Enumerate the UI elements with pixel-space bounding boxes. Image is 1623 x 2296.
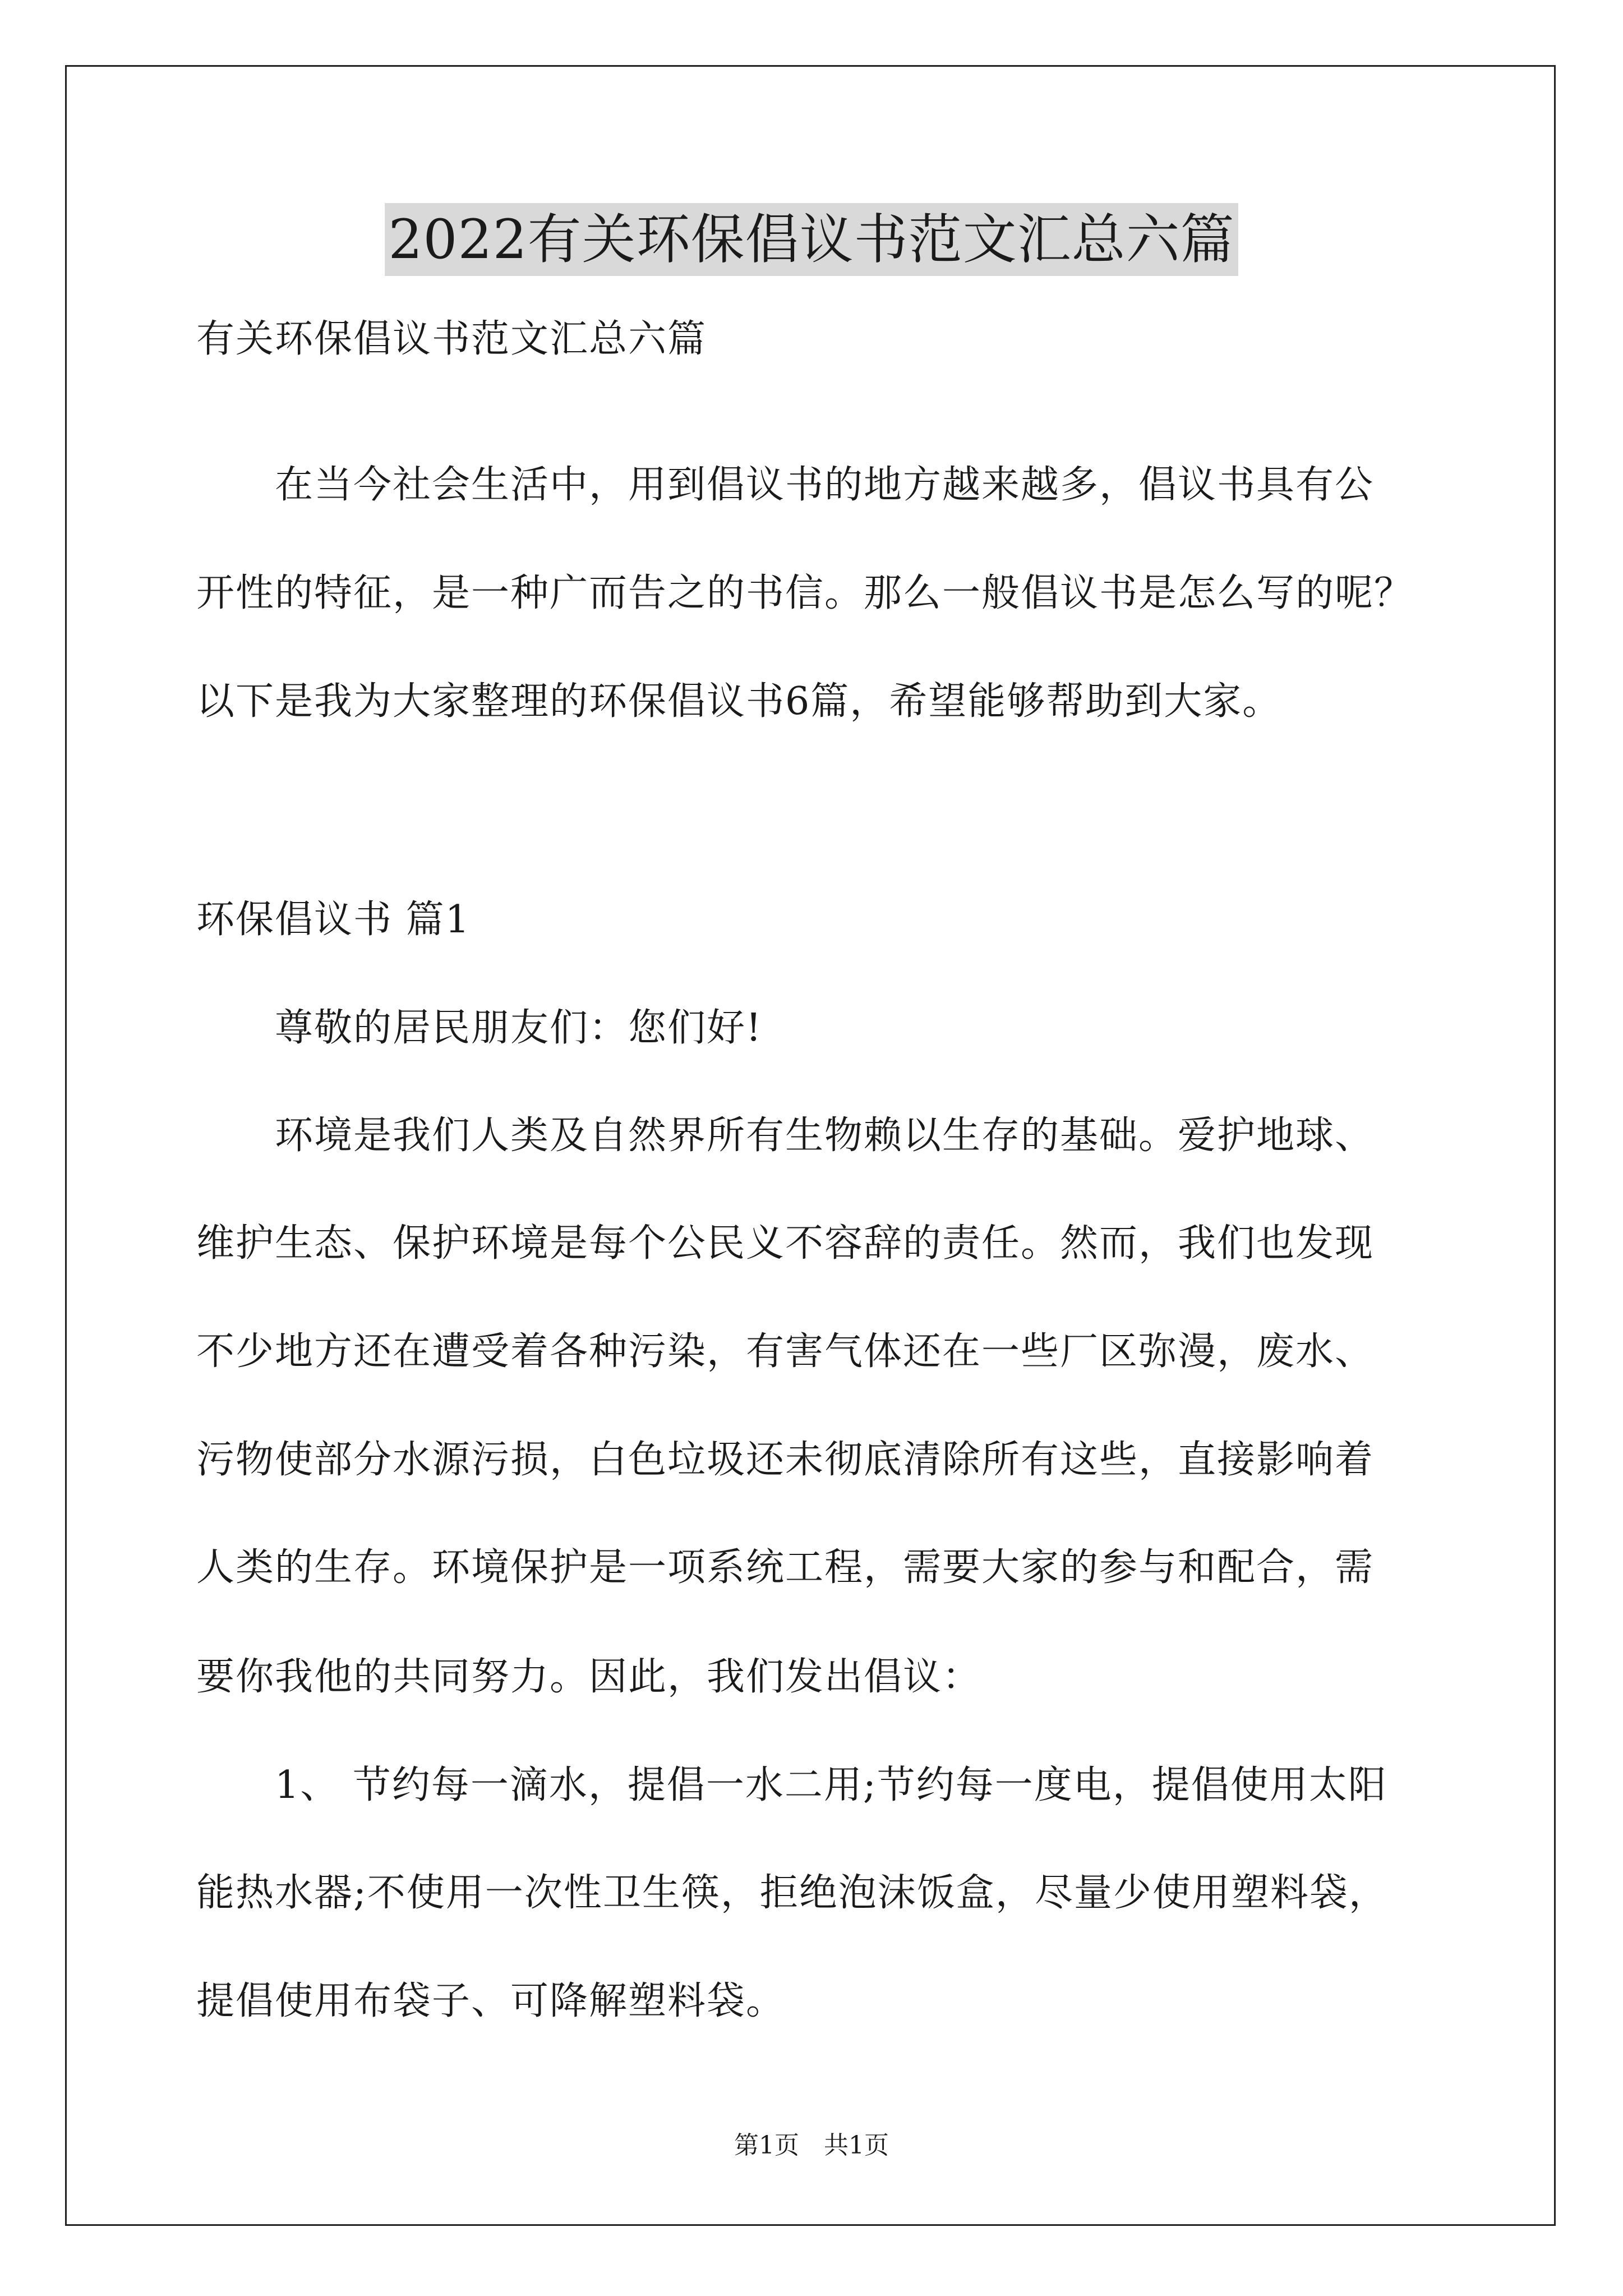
item-line-3: 提倡使用布袋子、可降解塑料袋。 [196,1979,786,2023]
title-container [0,203,1623,276]
section-heading: 环保倡议书 篇1 [196,898,471,942]
intro-line-2: 开性的特征，是一种广而告之的书信。那么一般倡议书是怎么写的呢？ [196,571,1414,615]
intro-line-3: 以下是我为大家整理的环保倡议书6篇，希望能够帮助到大家。 [196,679,1282,724]
greeting-line: 尊敬的居民朋友们：您们好! [196,1006,763,1050]
body-line-4: 污物使部分水源污损，白色垃圾还未彻底清除所有这些，直接影响着 [196,1438,1375,1482]
subtitle-line: 有关环保倡议书范文汇总六篇 [196,317,707,361]
document-title: 2022有关环保倡议书范文汇总六篇 [385,203,1238,276]
body-line-1: 环境是我们人类及自然界所有生物赖以生存的基础。爱护地球、 [196,1114,1375,1158]
body-line-6: 要你我他的共同努力。因此，我们发出倡议： [196,1655,982,1699]
intro-line-1: 在当今社会生活中，用到倡议书的地方越来越多，倡议书具有公 [196,463,1375,507]
item-line-2: 能热水器;不使用一次性卫生筷，拒绝泡沫饭盒，尽量少使用塑料袋， [196,1871,1388,1915]
item-line-1: 1、 节约每一滴水，提倡一水二用;节约每一度电，提倡使用太阳 [196,1763,1387,1807]
page-footer: 第1页 共1页 [734,2131,889,2160]
body-line-3: 不少地方还在遭受着各种污染，有害气体还在一些厂区弥漫，废水、 [196,1329,1375,1374]
body-line-5: 人类的生存。环境保护是一项系统工程，需要大家的参与和配合，需 [196,1545,1375,1590]
body-line-2: 维护生态、保护环境是每个公民义不容辞的责任。然而，我们也发现 [196,1221,1375,1266]
